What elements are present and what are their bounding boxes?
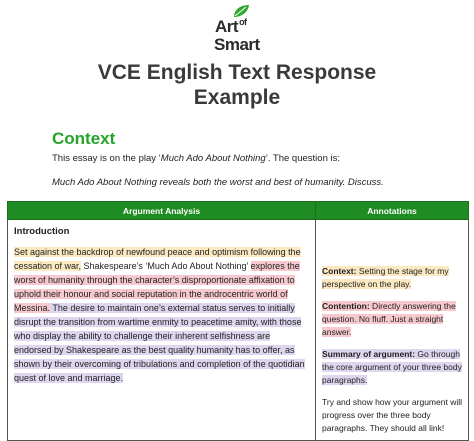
closing-annotation: Try and show how your argument will progress over the three body paragraphs. They should all link!: [322, 397, 462, 433]
contention-highlight: explores the worst of humanity through the character’s disproportionate affixation to uphold their honour and social reputation in the androcentric world of Messina.: [14, 261, 300, 313]
plain-text: Shakespeare’s ‘Much Ado About Nothing’: [81, 261, 251, 271]
introduction-heading: Introduction: [14, 226, 70, 237]
essay-table: [7, 201, 469, 441]
context-description: This essay is on the play ‘Much Ado About Nothing’. The question is:: [52, 153, 340, 164]
logo-text-smart: Smart: [214, 35, 260, 54]
page-title: VCE English Text Response Example: [97, 61, 377, 109]
annotations-header: Annotations: [316, 202, 469, 220]
essay-question: Much Ado About Nothing reveals both the worst and best of humanity. Discuss.: [52, 177, 384, 188]
logo-text-art: Art$^{of}$: [215, 17, 247, 36]
table-header-row: [8, 202, 469, 220]
argument-analysis-cell: [8, 220, 316, 441]
summary-annotation: Summary of argument: Go through the core argument of your three body paragraphs.: [322, 349, 462, 385]
table-row: [8, 220, 469, 441]
introduction-paragraph: [14, 245, 307, 385]
annotations-cell: [316, 220, 469, 441]
context-annotation: Context: Setting the stage for my perspective on the play.: [322, 266, 449, 289]
leaf-icon: [232, 4, 250, 18]
argument-analysis-header: Argument Analysis: [8, 202, 316, 220]
summary-highlight: The desire to maintain one’s external status serves to initially disrupt the transition from wartime enmity to peacetime amity, with those who display the ability to challenge their inherent selfishness are endorsed by Shakespeare as the best quality humanity has to offer, as shown by their overcoming of tribulations and completion of the quotidian quest of love and marriage.: [14, 303, 305, 383]
contention-annotation: Contention: Directly answering the question. No fluff. Just a straight answer.: [322, 301, 456, 337]
context-heading: Context: [52, 129, 116, 148]
art-of-smart-logo: [208, 4, 278, 54]
context-highlight: Set against the backdrop of newfound peace and optimism following the cessation of war,: [14, 247, 301, 271]
